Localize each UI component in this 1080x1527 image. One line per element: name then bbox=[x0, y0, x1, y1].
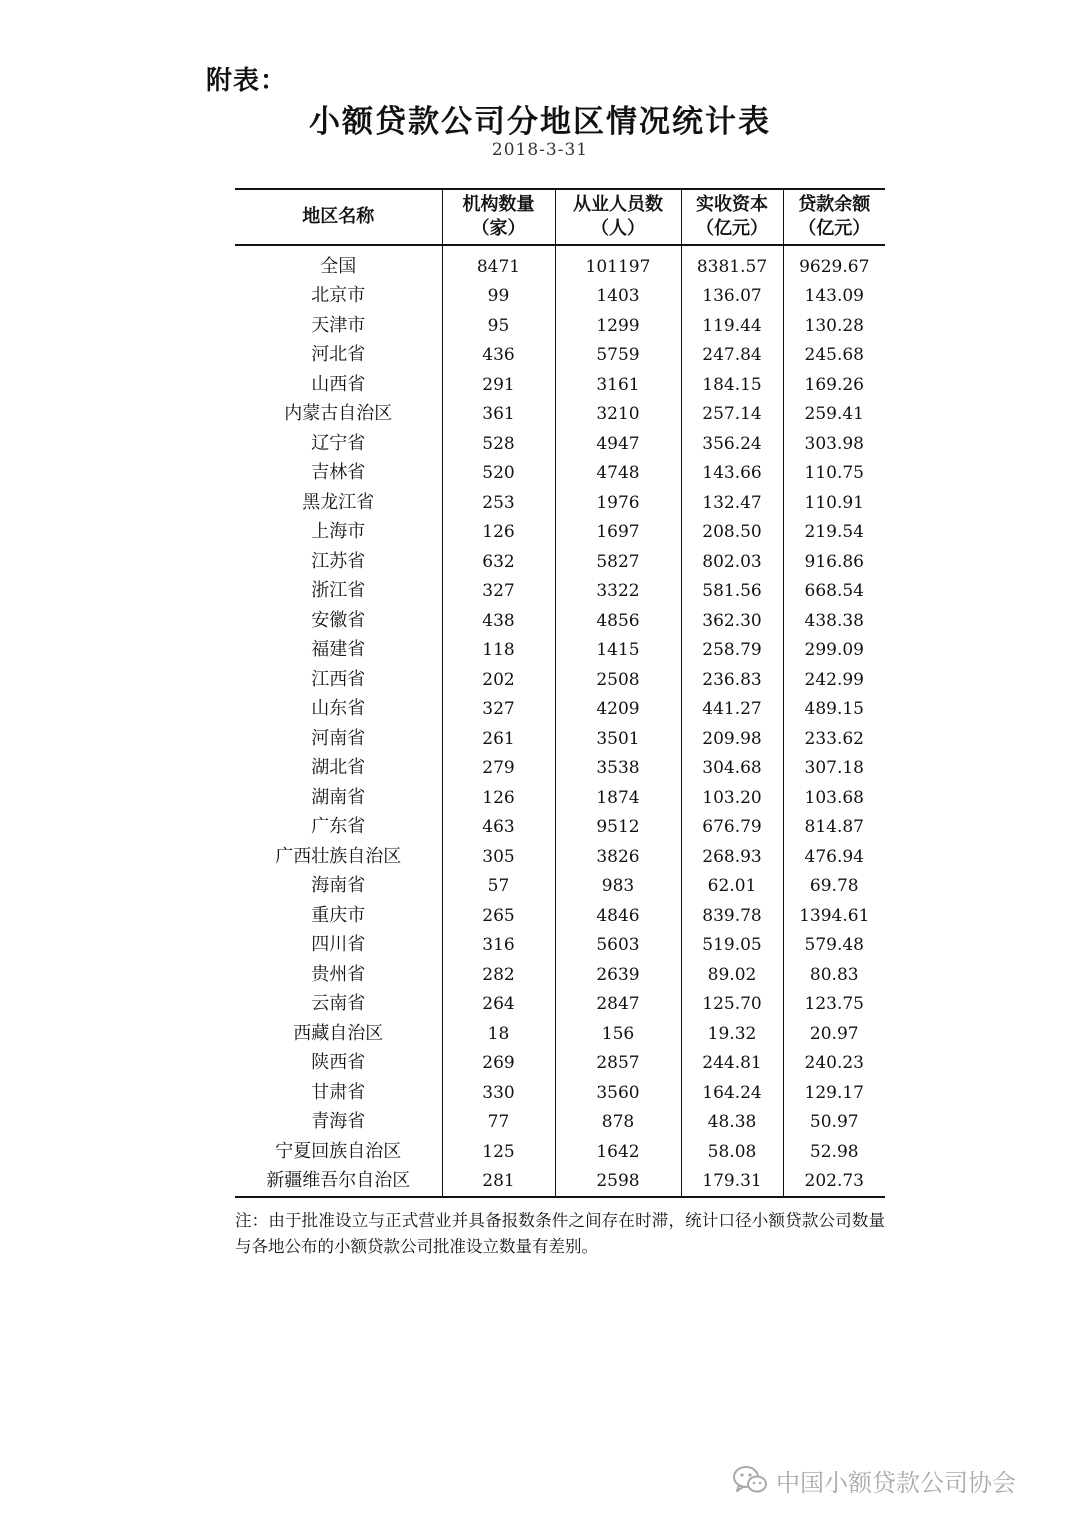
value-cell: 489.15 bbox=[783, 695, 885, 725]
value-cell: 1403 bbox=[555, 282, 681, 312]
report-date: 2018-3-31 bbox=[491, 140, 589, 160]
column-header-line: （人） bbox=[591, 218, 645, 239]
value-cell: 304.68 bbox=[681, 754, 783, 784]
column-header-line: 地区名称 bbox=[302, 206, 375, 227]
value-cell: 50.97 bbox=[783, 1108, 885, 1138]
table-row bbox=[235, 872, 885, 902]
table-row bbox=[235, 665, 885, 695]
region-cell: 甘肃省 bbox=[311, 1081, 366, 1103]
value-cell: 361 bbox=[442, 400, 555, 430]
region-cell: 陕西省 bbox=[311, 1052, 366, 1074]
table-row bbox=[235, 724, 885, 754]
value-cell: 110.91 bbox=[783, 488, 885, 518]
value-cell: 126 bbox=[442, 518, 555, 548]
value-cell: 4846 bbox=[555, 901, 681, 931]
table-row bbox=[235, 1019, 885, 1049]
value-cell: 101197 bbox=[555, 245, 681, 282]
value-cell: 2847 bbox=[555, 990, 681, 1020]
table-row bbox=[235, 245, 885, 282]
value-cell: 143.09 bbox=[783, 282, 885, 312]
region-cell: 湖南省 bbox=[311, 786, 366, 808]
table-row bbox=[235, 1078, 885, 1108]
value-cell: 80.83 bbox=[783, 960, 885, 990]
region-cell: 内蒙古自治区 bbox=[284, 403, 393, 425]
region-cell: 重庆市 bbox=[311, 904, 366, 926]
value-cell: 169.26 bbox=[783, 370, 885, 400]
value-cell: 3560 bbox=[555, 1078, 681, 1108]
value-cell: 57 bbox=[442, 872, 555, 902]
value-cell: 253 bbox=[442, 488, 555, 518]
value-cell: 814.87 bbox=[783, 813, 885, 843]
table-row bbox=[235, 577, 885, 607]
value-cell: 916.86 bbox=[783, 547, 885, 577]
value-cell: 1697 bbox=[555, 518, 681, 548]
column-header-line: 贷款余额 bbox=[798, 194, 871, 215]
value-cell: 4748 bbox=[555, 459, 681, 489]
value-cell: 9629.67 bbox=[783, 245, 885, 282]
value-cell: 118 bbox=[442, 636, 555, 666]
region-cell: 福建省 bbox=[311, 639, 366, 661]
value-cell: 839.78 bbox=[681, 901, 783, 931]
table-row bbox=[235, 990, 885, 1020]
region-cell: 天津市 bbox=[311, 314, 366, 336]
footnote: 注：由于批准设立与正式营业并具备报数条件之间存在时滞，统计口径小额贷款公司数量与各地公布的小额贷款公司批准设立数量有差别。 bbox=[235, 1211, 885, 1256]
value-cell: 244.81 bbox=[681, 1049, 783, 1079]
value-cell: 219.54 bbox=[783, 518, 885, 548]
value-cell: 99 bbox=[442, 282, 555, 312]
page-title: 小额贷款公司分地区情况统计表 bbox=[309, 104, 771, 140]
region-cell: 河北省 bbox=[311, 344, 366, 366]
value-cell: 18 bbox=[442, 1019, 555, 1049]
value-cell: 2598 bbox=[555, 1167, 681, 1198]
table-row bbox=[235, 901, 885, 931]
value-cell: 110.75 bbox=[783, 459, 885, 489]
value-cell: 5603 bbox=[555, 931, 681, 961]
value-cell: 247.84 bbox=[681, 341, 783, 371]
value-cell: 436 bbox=[442, 341, 555, 371]
value-cell: 236.83 bbox=[681, 665, 783, 695]
table-row bbox=[235, 282, 885, 312]
column-header bbox=[681, 189, 783, 245]
watermark-text: 中国小额贷款公司协会 bbox=[776, 1468, 1016, 1497]
value-cell: 3501 bbox=[555, 724, 681, 754]
region-cell: 河南省 bbox=[311, 727, 366, 749]
value-cell: 463 bbox=[442, 813, 555, 843]
region-cell: 广西壮族自治区 bbox=[275, 845, 402, 867]
region-cell: 云南省 bbox=[311, 993, 366, 1015]
column-header bbox=[235, 189, 442, 245]
value-cell: 441.27 bbox=[681, 695, 783, 725]
value-cell: 202 bbox=[442, 665, 555, 695]
value-cell: 123.75 bbox=[783, 990, 885, 1020]
table-row bbox=[235, 547, 885, 577]
value-cell: 130.28 bbox=[783, 311, 885, 341]
value-cell: 291 bbox=[442, 370, 555, 400]
region-cell: 江西省 bbox=[311, 668, 366, 690]
value-cell: 242.99 bbox=[783, 665, 885, 695]
value-cell: 983 bbox=[555, 872, 681, 902]
table-header-row bbox=[235, 189, 885, 245]
region-cell: 宁夏回族自治区 bbox=[275, 1140, 402, 1162]
value-cell: 208.50 bbox=[681, 518, 783, 548]
value-cell: 103.20 bbox=[681, 783, 783, 813]
region-cell: 安徽省 bbox=[311, 609, 366, 631]
value-cell: 240.23 bbox=[783, 1049, 885, 1079]
value-cell: 136.07 bbox=[681, 282, 783, 312]
region-cell: 山东省 bbox=[311, 698, 366, 720]
region-cell: 全国 bbox=[320, 255, 357, 277]
value-cell: 233.62 bbox=[783, 724, 885, 754]
value-cell: 330 bbox=[442, 1078, 555, 1108]
value-cell: 519.05 bbox=[681, 931, 783, 961]
value-cell: 20.97 bbox=[783, 1019, 885, 1049]
value-cell: 676.79 bbox=[681, 813, 783, 843]
value-cell: 129.17 bbox=[783, 1078, 885, 1108]
value-cell: 4856 bbox=[555, 606, 681, 636]
value-cell: 89.02 bbox=[681, 960, 783, 990]
value-cell: 156 bbox=[555, 1019, 681, 1049]
value-cell: 3826 bbox=[555, 842, 681, 872]
statistics-table bbox=[235, 188, 885, 1198]
table-row bbox=[235, 370, 885, 400]
table-row bbox=[235, 606, 885, 636]
value-cell: 265 bbox=[442, 901, 555, 931]
value-cell: 303.98 bbox=[783, 429, 885, 459]
region-cell: 贵州省 bbox=[311, 963, 366, 985]
value-cell: 125 bbox=[442, 1137, 555, 1167]
column-header-line: （亿元） bbox=[696, 218, 768, 239]
wechat-icon bbox=[732, 1465, 768, 1495]
value-cell: 261 bbox=[442, 724, 555, 754]
table-row bbox=[235, 1167, 885, 1198]
value-cell: 258.79 bbox=[681, 636, 783, 666]
value-cell: 438 bbox=[442, 606, 555, 636]
appendix-label: 附表： bbox=[206, 66, 288, 96]
table-row bbox=[235, 1049, 885, 1079]
table-row bbox=[235, 695, 885, 725]
region-cell: 吉林省 bbox=[311, 462, 366, 484]
value-cell: 269 bbox=[442, 1049, 555, 1079]
value-cell: 257.14 bbox=[681, 400, 783, 430]
value-cell: 581.56 bbox=[681, 577, 783, 607]
value-cell: 476.94 bbox=[783, 842, 885, 872]
value-cell: 119.44 bbox=[681, 311, 783, 341]
region-cell: 山西省 bbox=[311, 373, 366, 395]
value-cell: 1642 bbox=[555, 1137, 681, 1167]
value-cell: 5827 bbox=[555, 547, 681, 577]
column-header bbox=[555, 189, 681, 245]
column-header-line: 从业人员数 bbox=[573, 194, 663, 215]
value-cell: 299.09 bbox=[783, 636, 885, 666]
value-cell: 1976 bbox=[555, 488, 681, 518]
table-row bbox=[235, 1108, 885, 1138]
region-cell: 湖北省 bbox=[311, 757, 366, 779]
table-body bbox=[235, 245, 885, 1197]
value-cell: 520 bbox=[442, 459, 555, 489]
table-row bbox=[235, 960, 885, 990]
value-cell: 95 bbox=[442, 311, 555, 341]
region-cell: 青海省 bbox=[311, 1111, 366, 1133]
value-cell: 184.15 bbox=[681, 370, 783, 400]
region-cell: 黑龙江省 bbox=[302, 491, 375, 513]
value-cell: 668.54 bbox=[783, 577, 885, 607]
value-cell: 62.01 bbox=[681, 872, 783, 902]
table-row bbox=[235, 518, 885, 548]
region-cell: 上海市 bbox=[311, 521, 366, 543]
region-cell: 新疆维吾尔自治区 bbox=[266, 1170, 411, 1192]
region-cell: 广东省 bbox=[311, 816, 366, 838]
value-cell: 179.31 bbox=[681, 1167, 783, 1198]
column-header-line: （亿元） bbox=[798, 218, 871, 239]
value-cell: 126 bbox=[442, 783, 555, 813]
value-cell: 132.47 bbox=[681, 488, 783, 518]
value-cell: 3210 bbox=[555, 400, 681, 430]
value-cell: 632 bbox=[442, 547, 555, 577]
table-row bbox=[235, 783, 885, 813]
table-row bbox=[235, 842, 885, 872]
value-cell: 878 bbox=[555, 1108, 681, 1138]
value-cell: 52.98 bbox=[783, 1137, 885, 1167]
value-cell: 202.73 bbox=[783, 1167, 885, 1198]
value-cell: 1394.61 bbox=[783, 901, 885, 931]
region-cell: 江苏省 bbox=[311, 550, 366, 572]
value-cell: 3161 bbox=[555, 370, 681, 400]
table-row bbox=[235, 400, 885, 430]
value-cell: 2508 bbox=[555, 665, 681, 695]
value-cell: 327 bbox=[442, 577, 555, 607]
value-cell: 316 bbox=[442, 931, 555, 961]
value-cell: 77 bbox=[442, 1108, 555, 1138]
value-cell: 264 bbox=[442, 990, 555, 1020]
table-row bbox=[235, 636, 885, 666]
value-cell: 528 bbox=[442, 429, 555, 459]
value-cell: 307.18 bbox=[783, 754, 885, 784]
region-cell: 西藏自治区 bbox=[293, 1022, 384, 1044]
table-row bbox=[235, 754, 885, 784]
value-cell: 69.78 bbox=[783, 872, 885, 902]
table-row bbox=[235, 1137, 885, 1167]
region-cell: 海南省 bbox=[311, 875, 366, 897]
value-cell: 279 bbox=[442, 754, 555, 784]
region-cell: 四川省 bbox=[311, 934, 366, 956]
value-cell: 327 bbox=[442, 695, 555, 725]
value-cell: 268.93 bbox=[681, 842, 783, 872]
value-cell: 305 bbox=[442, 842, 555, 872]
table-row bbox=[235, 488, 885, 518]
value-cell: 3538 bbox=[555, 754, 681, 784]
value-cell: 2857 bbox=[555, 1049, 681, 1079]
value-cell: 356.24 bbox=[681, 429, 783, 459]
table-row bbox=[235, 341, 885, 371]
column-header-line: 实收资本 bbox=[696, 194, 768, 215]
value-cell: 5759 bbox=[555, 341, 681, 371]
value-cell: 1415 bbox=[555, 636, 681, 666]
region-cell: 辽宁省 bbox=[311, 432, 366, 454]
value-cell: 802.03 bbox=[681, 547, 783, 577]
table-row bbox=[235, 931, 885, 961]
value-cell: 3322 bbox=[555, 577, 681, 607]
value-cell: 9512 bbox=[555, 813, 681, 843]
value-cell: 164.24 bbox=[681, 1078, 783, 1108]
value-cell: 19.32 bbox=[681, 1019, 783, 1049]
region-cell: 北京市 bbox=[311, 285, 366, 307]
value-cell: 245.68 bbox=[783, 341, 885, 371]
value-cell: 4209 bbox=[555, 695, 681, 725]
region-cell: 浙江省 bbox=[311, 580, 366, 602]
column-header-line: （家） bbox=[471, 218, 526, 239]
column-header-line: 机构数量 bbox=[462, 194, 535, 215]
value-cell: 282 bbox=[442, 960, 555, 990]
value-cell: 48.38 bbox=[681, 1108, 783, 1138]
value-cell: 362.30 bbox=[681, 606, 783, 636]
column-header bbox=[783, 189, 885, 245]
table-row bbox=[235, 311, 885, 341]
value-cell: 579.48 bbox=[783, 931, 885, 961]
value-cell: 281 bbox=[442, 1167, 555, 1198]
column-header bbox=[442, 189, 555, 245]
value-cell: 58.08 bbox=[681, 1137, 783, 1167]
value-cell: 1874 bbox=[555, 783, 681, 813]
table-row bbox=[235, 429, 885, 459]
value-cell: 8381.57 bbox=[681, 245, 783, 282]
value-cell: 438.38 bbox=[783, 606, 885, 636]
value-cell: 8471 bbox=[442, 245, 555, 282]
table-row bbox=[235, 813, 885, 843]
table-row bbox=[235, 459, 885, 489]
value-cell: 1299 bbox=[555, 311, 681, 341]
value-cell: 259.41 bbox=[783, 400, 885, 430]
watermark bbox=[732, 1460, 1016, 1500]
value-cell: 103.68 bbox=[783, 783, 885, 813]
value-cell: 209.98 bbox=[681, 724, 783, 754]
value-cell: 4947 bbox=[555, 429, 681, 459]
value-cell: 125.70 bbox=[681, 990, 783, 1020]
value-cell: 143.66 bbox=[681, 459, 783, 489]
value-cell: 2639 bbox=[555, 960, 681, 990]
